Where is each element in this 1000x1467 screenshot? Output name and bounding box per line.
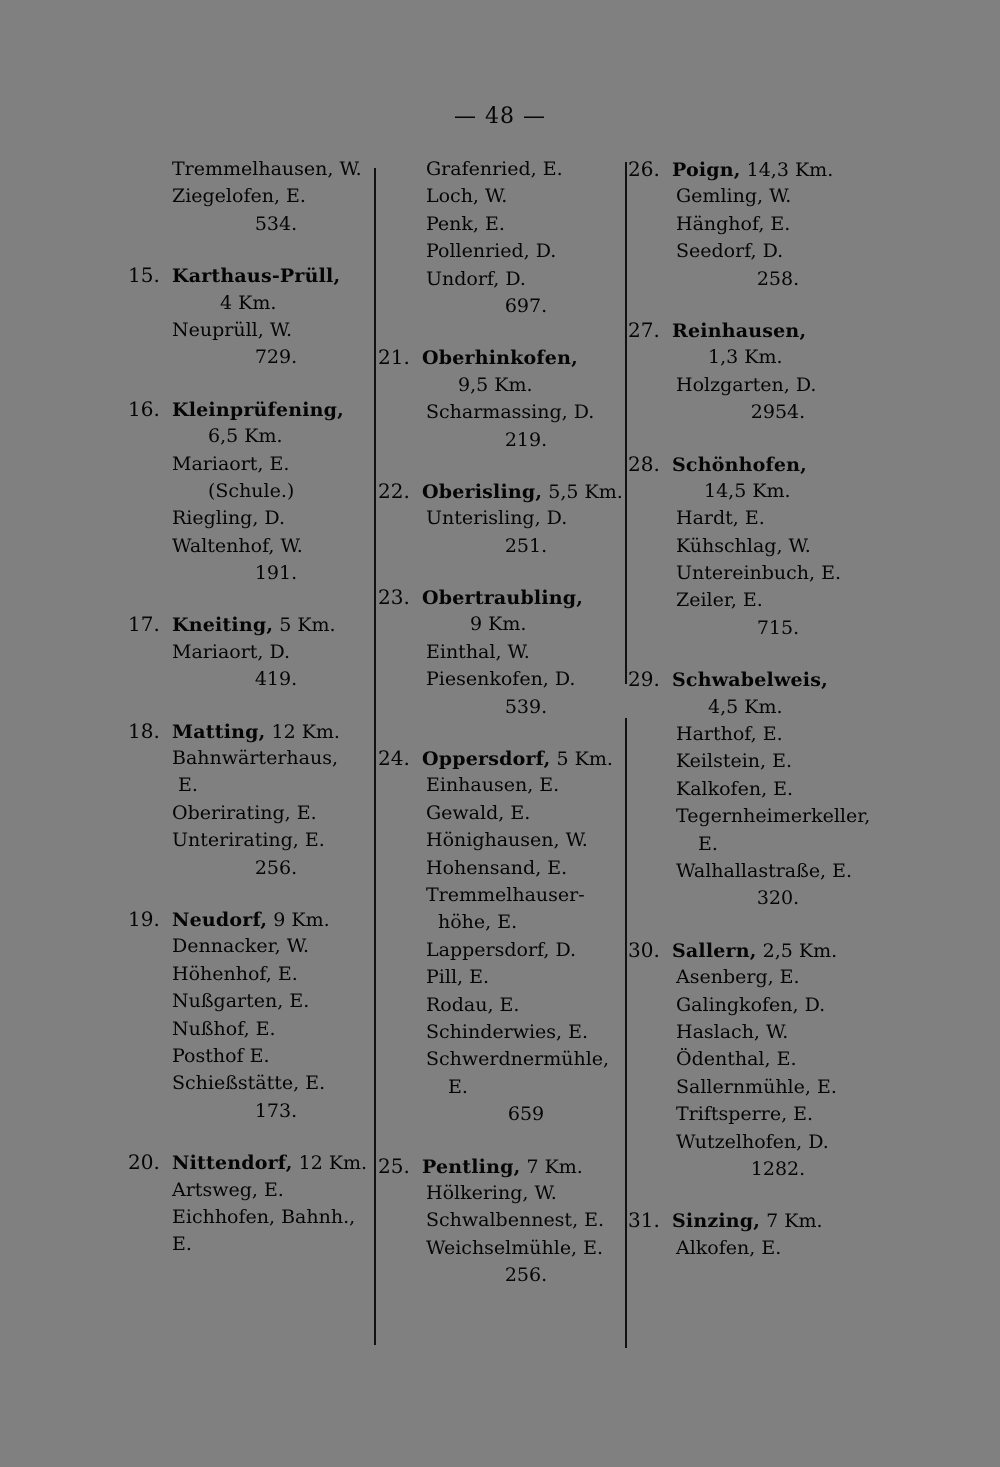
locality-line: Grafenried, E. <box>426 158 563 180</box>
locality-line: Unterisling, D. <box>426 507 568 530</box>
locality-line: Ziegelofen, E. <box>172 185 306 208</box>
column-divider <box>625 162 627 684</box>
parish-heading <box>128 262 374 289</box>
locality-line: Piesenkofen, D. <box>426 668 576 691</box>
parish-name: Schwabelweis, <box>672 669 828 692</box>
parish-heading <box>628 317 878 344</box>
distance: 5,5 Km. <box>542 480 623 503</box>
locality-line: Nußgarten, E. <box>172 990 310 1013</box>
locality-line: Lappersdorf, D. <box>426 938 577 961</box>
locality-line: Mariaort, E. <box>172 452 290 475</box>
locality-line: Hohensand, E. <box>426 856 568 879</box>
entry-number: 18. <box>128 718 160 743</box>
entry-number: 20. <box>128 1150 160 1175</box>
locality-line: Bahnwärterhaus, <box>172 747 338 770</box>
population-count: 534. <box>254 212 298 235</box>
parish-name: Oppersdorf, <box>422 748 551 771</box>
entry-number: 29. <box>628 667 660 692</box>
locality-line: Triftsperre, E. <box>676 1103 814 1126</box>
entry-number: 27. <box>628 317 660 342</box>
locality-line: Pill, E. <box>426 966 490 989</box>
parish-heading <box>378 745 624 772</box>
locality-line: Riegling, D. <box>172 507 286 530</box>
locality-line: Walhallastraße, E. <box>676 859 853 882</box>
distance: 14,3 Km. <box>740 159 834 181</box>
locality-line: Artsweg, E. <box>172 1178 284 1201</box>
locality-line: Sallernmühle, E. <box>676 1075 837 1098</box>
parish-heading <box>378 584 624 611</box>
parish-name: Reinhausen, <box>672 319 807 342</box>
entry-number: 22. <box>378 478 410 503</box>
locality-line: 6,5 Km. <box>208 425 283 448</box>
entry-spacer <box>378 1129 624 1153</box>
parish-name: Sinzing, <box>672 1210 761 1233</box>
locality-line: Schießstätte, E. <box>172 1072 326 1095</box>
locality-line: Keilstein, E. <box>676 750 793 773</box>
entry-number: 25. <box>378 1153 410 1178</box>
locality-line: Kühschlag, W. <box>676 534 811 557</box>
locality-line: Wutzelhofen, D. <box>676 1130 829 1153</box>
entry-spacer <box>628 642 878 666</box>
parish-name: Neudorf, <box>172 908 268 931</box>
parish-heading <box>378 478 624 505</box>
entry-number: 23. <box>378 585 410 610</box>
parish-name: Oberisling, <box>422 480 543 503</box>
locality-line: Kalkofen, E. <box>676 777 794 800</box>
locality-line: Neuprüll, W. <box>172 318 293 341</box>
locality-line: Hardt, E. <box>676 507 765 530</box>
locality-line: Schinderwies, E. <box>426 1020 589 1043</box>
distance: 12 Km. <box>265 720 340 743</box>
parish-heading <box>628 666 878 693</box>
entry-spacer <box>378 320 624 344</box>
locality-line: Tremmelhauser- <box>426 883 585 906</box>
locality-line: E. <box>448 1075 468 1098</box>
locality-line: Scharmassing, D. <box>426 401 595 424</box>
distance: 12 Km. <box>292 1152 368 1175</box>
parish-heading <box>628 1207 878 1234</box>
locality-line: E. <box>178 774 198 797</box>
entry-spacer <box>128 694 374 718</box>
locality-line: Hölkering, W. <box>426 1181 557 1204</box>
parish-heading <box>128 396 374 423</box>
locality-line: Holzgarten, D. <box>676 373 817 396</box>
population-count: 1282. <box>750 1157 806 1180</box>
entry-spacer <box>128 882 374 906</box>
locality-line: Loch, W. <box>426 185 508 208</box>
entry-spacer <box>128 238 374 262</box>
distance: 7 Km. <box>760 1210 823 1233</box>
population-count: 191. <box>254 562 298 585</box>
entry-spacer <box>628 427 878 451</box>
locality-line: 4 Km. <box>220 291 277 314</box>
locality-line: Untereinbuch, E. <box>676 562 842 585</box>
entry-number: 19. <box>128 906 160 931</box>
entry-number: 16. <box>128 396 160 421</box>
locality-line: Undorf, D. <box>426 267 526 290</box>
parish-heading <box>628 156 878 183</box>
locality-line: Posthof E. <box>172 1044 270 1067</box>
parish-name: Karthaus-Prüll, <box>172 265 341 288</box>
locality-line: Schwalbennest, E. <box>426 1209 605 1232</box>
locality-line: Weichselmühle, E. <box>426 1236 604 1259</box>
parish-heading <box>128 611 374 638</box>
population-count: 219. <box>504 428 548 451</box>
locality-line: 14,5 Km. <box>704 479 791 502</box>
locality-line: Höhenhof, E. <box>172 962 298 985</box>
locality-line: 9 Km. <box>470 613 527 636</box>
locality-line: Nußhof, E. <box>172 1017 276 1040</box>
entry-spacer <box>628 1183 878 1207</box>
distance: 5 Km. <box>550 748 613 771</box>
entry-spacer <box>128 587 374 611</box>
entry-number: 30. <box>628 937 660 962</box>
population-count: 320. <box>756 887 800 910</box>
locality-line: Ödenthal, E. <box>676 1048 797 1071</box>
locality-line: Oberirating, E. <box>172 801 317 824</box>
locality-line: Haslach, W. <box>676 1020 789 1043</box>
parish-heading <box>628 451 878 478</box>
locality-line: 1,3 Km. <box>708 346 783 369</box>
locality-line: Tegernheimerkeller, <box>676 805 871 828</box>
population-count: 258. <box>756 267 800 290</box>
page-number: — 48 — <box>454 104 546 129</box>
parish-name: Nittendorf, <box>172 1152 293 1175</box>
parish-name: Kleinprüfening, <box>172 398 344 421</box>
locality-line: E. <box>698 832 718 855</box>
locality-line: Seedorf, D. <box>676 240 784 263</box>
locality-line: Einhausen, E. <box>426 774 560 797</box>
locality-line: Eichhofen, Bahnh., <box>172 1205 356 1228</box>
population-count: 729. <box>254 346 298 369</box>
locality-line: Hönighausen, W. <box>426 829 588 852</box>
locality-line: Harthof, E. <box>676 723 783 746</box>
population-count: 539. <box>504 695 548 718</box>
entry-spacer <box>128 372 374 396</box>
locality-line: Galingkofen, D. <box>676 993 826 1016</box>
locality-line: Zeiler, E. <box>676 589 763 612</box>
parish-name: Kneiting, <box>172 614 274 637</box>
locality-line: Waltenhof, W. <box>172 534 303 557</box>
text-column-right <box>628 156 878 1262</box>
column-divider <box>625 718 627 1348</box>
population-count: 715. <box>756 616 800 639</box>
column-divider <box>374 168 376 1345</box>
parish-name: Sallern, <box>672 939 757 962</box>
parish-heading <box>128 718 374 745</box>
locality-line: Hänghof, E. <box>676 212 791 235</box>
locality-line: E. <box>172 1233 192 1256</box>
text-column-middle <box>378 156 624 1289</box>
parish-heading <box>628 937 878 964</box>
entry-spacer <box>378 721 624 745</box>
parish-name: Poign, <box>672 159 741 181</box>
locality-line: Rodau, E. <box>426 993 520 1016</box>
population-count: 173. <box>254 1099 298 1122</box>
locality-line: Alkofen, E. <box>676 1236 782 1259</box>
population-count: 251. <box>504 534 548 557</box>
parish-heading <box>378 1153 624 1180</box>
locality-line: Asenberg, E. <box>676 966 800 989</box>
population-count: 2954. <box>750 401 806 424</box>
locality-line: Mariaort, D. <box>172 640 291 663</box>
parish-heading <box>128 906 374 933</box>
entry-spacer <box>128 1125 374 1149</box>
locality-line: Pollenried, D. <box>426 240 557 263</box>
locality-line: höhe, E. <box>438 911 518 934</box>
locality-line: Penk, E. <box>426 212 505 235</box>
entry-spacer <box>378 560 624 584</box>
population-count: 419. <box>254 668 298 691</box>
distance: 5 Km. <box>273 614 336 637</box>
population-count: 697. <box>504 294 548 317</box>
distance: 7 Km. <box>520 1155 583 1178</box>
entry-number: 17. <box>128 612 160 637</box>
population-count: 256. <box>504 1264 548 1287</box>
locality-line: 4,5 Km. <box>708 695 783 718</box>
population-count: 659 <box>507 1103 545 1126</box>
locality-line: 9,5 Km. <box>458 373 533 396</box>
locality-line: Schwerdnermühle, <box>426 1048 610 1071</box>
locality-line: Gewald, E. <box>426 801 531 824</box>
text-column-left <box>128 156 374 1259</box>
parish-name: Obertraubling, <box>422 587 584 610</box>
entry-spacer <box>378 454 624 478</box>
entry-number: 26. <box>628 157 660 181</box>
locality-line: Gemling, W. <box>676 185 792 208</box>
entry-number: 21. <box>378 345 410 370</box>
locality-line: Einthal, W. <box>426 640 530 663</box>
entry-number: 28. <box>628 451 660 476</box>
entry-number: 31. <box>628 1208 660 1233</box>
parish-heading <box>378 344 624 371</box>
parish-name: Oberhinkofen, <box>422 347 578 370</box>
locality-line: Tremmelhausen, W. <box>172 158 362 180</box>
parish-heading <box>128 1149 374 1176</box>
locality-line: Unterirating, E. <box>172 829 325 852</box>
parish-name: Pentling, <box>422 1155 521 1178</box>
entry-spacer <box>628 293 878 317</box>
entry-number: 15. <box>128 263 160 288</box>
distance: 9 Km. <box>267 908 330 931</box>
parish-name: Matting, <box>172 720 266 743</box>
entry-number: 24. <box>378 746 410 771</box>
population-count: 256. <box>254 856 298 879</box>
distance: 2,5 Km. <box>756 939 838 962</box>
locality-line: Dennacker, W. <box>172 935 309 958</box>
locality-line: (Schule.) <box>208 479 295 502</box>
entry-spacer <box>628 913 878 937</box>
parish-name: Schönhofen, <box>672 453 807 476</box>
